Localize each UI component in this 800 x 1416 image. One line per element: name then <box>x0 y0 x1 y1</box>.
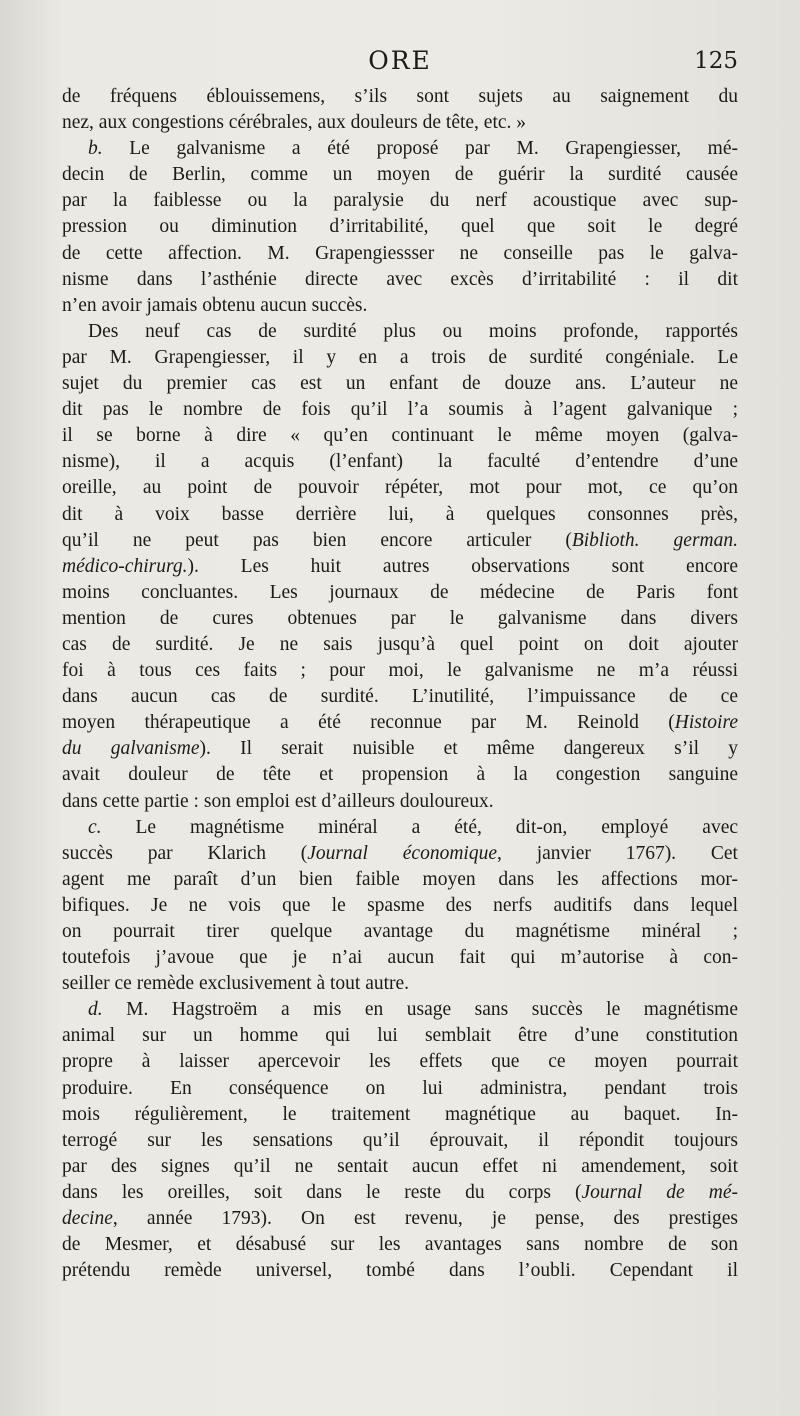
text-line <box>62 710 738 736</box>
text-segment: prétendu remède universel, tombé dans l’oubli. Cependant il <box>62 1260 738 1282</box>
text-line <box>62 606 738 632</box>
text-segment: bifiques. Je ne vois que le spasme des nerfs auditifs dans lequel <box>62 894 738 916</box>
italic-text: c. <box>88 816 102 838</box>
text-segment: oreille, au point de pouvoir répéter, mot pour mot, ce qu’on <box>62 477 738 499</box>
italic-text: Histoire <box>674 712 738 734</box>
text-segment: seiller ce remède exclusivement à tout autre. <box>62 973 410 995</box>
body-text <box>62 84 738 1284</box>
text-segment: dit pas le nombre de fois qu’il l’a soumis à l’agent galvanique ; <box>62 399 738 421</box>
text-segment: par des signes qu’il ne sentait aucun effet ni amendement, soit <box>62 1155 738 1177</box>
text-line <box>62 528 738 554</box>
text-segment: propre à laisser apercevoir les effets que ce moyen pourrait <box>62 1051 738 1073</box>
text-segment: terrogé sur les sensations qu’il éprouvait, il répondit toujours <box>62 1129 738 1151</box>
text-line <box>62 1102 738 1128</box>
text-line <box>62 371 738 397</box>
text-segment: cas de surdité. Je ne sais jusqu’à quel point on doit ajouter <box>62 633 738 655</box>
text-line <box>62 1023 738 1049</box>
text-line <box>62 997 738 1023</box>
text-segment: , janvier 1767). Cet <box>497 842 738 864</box>
text-line <box>62 1049 738 1075</box>
text-segment: mention de cures obtenues par le galvanisme dans divers <box>62 607 738 629</box>
text-segment: foi à tous ces faits ; pour moi, le galvanisme ne m’a réussi <box>62 660 738 682</box>
text-line <box>62 762 738 788</box>
text-line <box>62 893 738 919</box>
text-line <box>62 919 738 945</box>
italic-text: médico-chirurg. <box>62 555 188 577</box>
text-line <box>62 789 738 815</box>
text-line <box>62 632 738 658</box>
text-segment: dit à voix basse derrière lui, à quelques consonnes près, <box>62 503 738 525</box>
text-line <box>62 475 738 501</box>
text-segment: de cette affection. M. Grapengiessser ne conseille pas le galva- <box>62 242 738 264</box>
text-line <box>62 736 738 762</box>
text-segment: nisme), il a acquis (l’enfant) la faculté d’entendre d’une <box>62 451 738 473</box>
text-segment: n’en avoir jamais obtenu aucun succès. <box>62 294 368 316</box>
text-segment: moyen thérapeutique a été reconnue par M. Reinold ( <box>62 712 675 734</box>
text-segment: produire. En conséquence on lui administra, pendant trois <box>62 1077 738 1099</box>
text-line <box>62 867 738 893</box>
italic-text: Journal de mé- <box>581 1181 738 1203</box>
text-segment: Le magnétisme minéral a été, dit-on, employé avec <box>101 816 738 838</box>
text-line <box>62 188 738 214</box>
text-line <box>62 84 738 110</box>
text-line <box>62 580 738 606</box>
text-segment: dans les oreilles, soit dans le reste du corps ( <box>62 1181 582 1203</box>
text-line <box>62 449 738 475</box>
italic-text: Journal économique <box>307 842 497 864</box>
text-segment: Des neuf cas de surdité plus ou moins profonde, rapportés <box>88 320 738 342</box>
text-segment: toutefois j’avoue que je n’ai aucun fait qui m’autorise à con- <box>62 947 738 969</box>
text-line <box>62 241 738 267</box>
text-segment: succès par Klarich ( <box>62 842 308 864</box>
text-segment: qu’il ne peut pas bien encore articuler ( <box>62 529 572 551</box>
text-line <box>62 136 738 162</box>
text-segment: par la faiblesse ou la paralysie du nerf acoustique avec sup- <box>62 190 738 212</box>
text-segment: sujet du premier cas est un enfant de douze ans. L’auteur ne <box>62 373 738 395</box>
italic-text: decine <box>62 1208 113 1230</box>
italic-text: du galvanisme <box>62 738 200 760</box>
text-segment: on pourrait tirer quelque avantage du magnétisme minéral ; <box>62 921 738 942</box>
text-segment: Le galvanisme a été proposé par M. Grapengiesser, mé- <box>102 138 738 160</box>
text-line <box>62 945 738 971</box>
text-line <box>62 658 738 684</box>
text-segment: de fréquens éblouissemens, s’ils sont sujets au saignement du <box>62 86 738 107</box>
text-line <box>62 684 738 710</box>
text-line <box>62 214 738 240</box>
text-line <box>62 267 738 293</box>
text-line <box>62 423 738 449</box>
text-line <box>62 162 738 188</box>
text-segment: M. Hagstroëm a mis en usage sans succès le magnétisme <box>102 999 738 1021</box>
text-segment: animal sur un homme qui lui semblait être d’une constitution <box>62 1025 738 1047</box>
text-segment: moins concluantes. Les journaux de médecine de Paris font <box>62 581 738 603</box>
text-line <box>62 319 738 345</box>
text-line <box>62 1232 738 1258</box>
text-line <box>62 841 738 867</box>
text-line <box>62 971 738 997</box>
text-segment: ). Les huit autres observations sont encore <box>187 555 738 577</box>
text-line <box>62 1206 738 1232</box>
text-segment: il se borne à dire « qu’en continuant le même moyen (galva- <box>62 425 738 447</box>
text-line <box>62 815 738 841</box>
running-head-title: ORE <box>368 46 432 75</box>
text-segment: agent me paraît d’un bien faible moyen dans les affections mor- <box>62 868 738 890</box>
text-segment: nez, aux congestions cérébrales, aux douleurs de tête, etc. » <box>62 112 527 134</box>
text-segment: nisme dans l’asthénie directe avec excès d’irritabilité : il dit <box>62 268 738 290</box>
page-number: 125 <box>694 48 738 74</box>
text-line <box>62 1128 738 1154</box>
text-line <box>62 1076 738 1102</box>
text-segment: avait douleur de tête et propension à la congestion sanguine <box>62 764 738 786</box>
text-segment: dans aucun cas de surdité. L’inutilité, l’impuissance de ce <box>62 686 738 708</box>
text-segment: par M. Grapengiesser, il y en a trois de surdité congéniale. Le <box>62 346 738 368</box>
text-line <box>62 554 738 580</box>
text-segment: decin de Berlin, comme un moyen de guérir la surdité causée <box>62 164 738 186</box>
text-line <box>62 345 738 371</box>
italic-text: d. <box>88 999 103 1021</box>
text-line <box>62 110 738 136</box>
italic-text: Biblioth. german. <box>571 529 738 551</box>
text-segment: de Mesmer, et désabusé sur les avantages sans nombre de son <box>62 1234 738 1256</box>
text-line <box>62 1258 738 1284</box>
running-head <box>62 46 738 80</box>
text-line <box>62 1154 738 1180</box>
text-segment: , année 1793). On est revenu, je pense, des prestiges <box>112 1208 738 1230</box>
text-segment: mois régulièrement, le traitement magnétique au baquet. In- <box>62 1103 738 1125</box>
text-segment: dans cette partie : son emploi est d’ailleurs douloureux. <box>62 790 494 812</box>
italic-text: b. <box>88 138 103 160</box>
text-line <box>62 1180 738 1206</box>
text-line <box>62 502 738 528</box>
text-line <box>62 293 738 319</box>
text-segment: pression ou diminution d’irritabilité, quel que soit le degré <box>62 216 738 238</box>
text-segment: ). Il serait nuisible et même dangereux s’il y <box>199 738 738 760</box>
text-line <box>62 397 738 423</box>
